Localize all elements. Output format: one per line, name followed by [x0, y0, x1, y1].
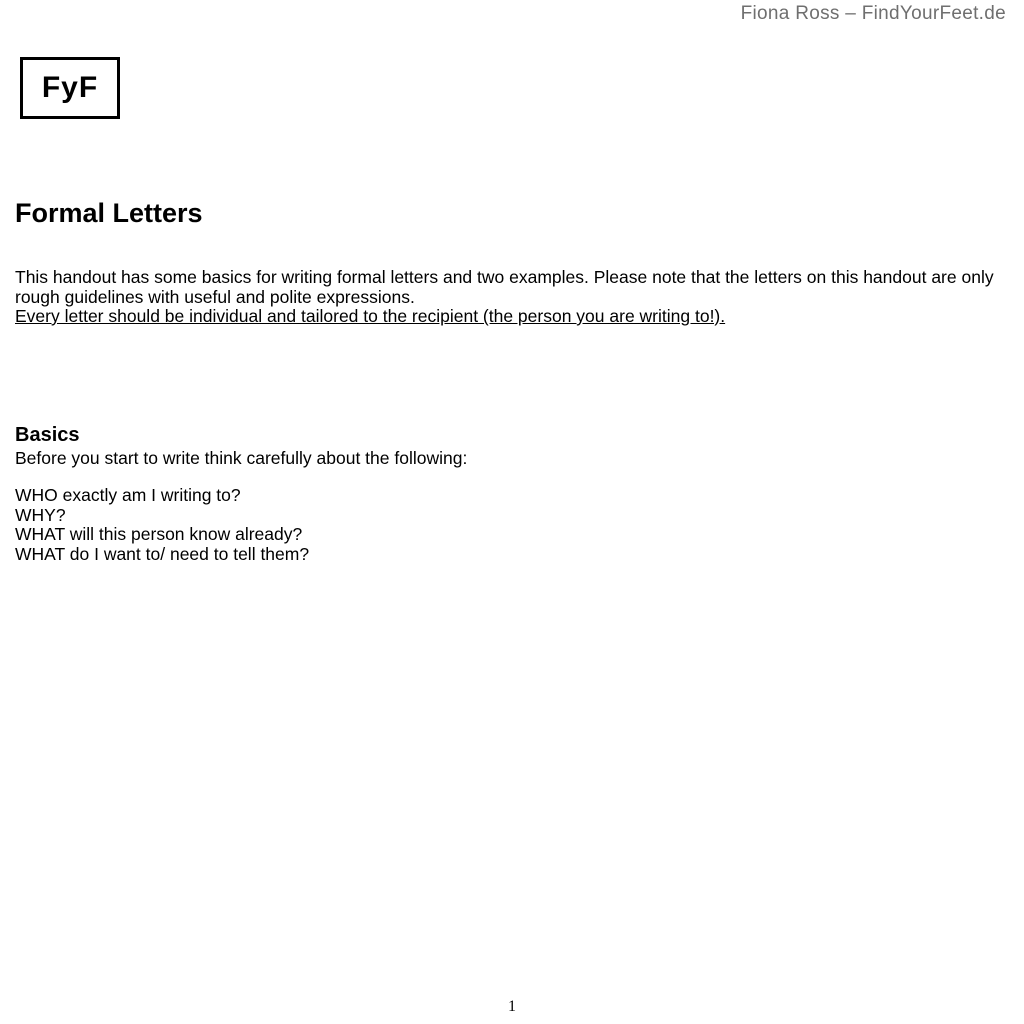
- basics-heading: Basics: [15, 424, 80, 446]
- question-item: WHAT will this person know already?: [15, 524, 303, 544]
- intro-paragraph: [15, 268, 1005, 327]
- running-header: Fiona Ross – FindYourFeet.de: [740, 3, 1006, 24]
- question-item: WHAT do I want to/ need to tell them?: [15, 543, 310, 564]
- page-number: 1: [508, 998, 516, 1015]
- intro-text: This handout has some basics for writing formal letters and two examples. Please note that the letters on this handout are only rough guidelines with useful and polite expressions.: [15, 267, 994, 307]
- document-title: Formal Letters: [15, 198, 203, 228]
- logo-text: FyF: [41, 71, 99, 104]
- basics-lead-text: Before you start to write think carefully about the following:: [15, 448, 468, 468]
- fyf-logo: [20, 57, 120, 119]
- intro-underlined-note: Every letter should be individual and tailored to the recipient (the person you are writing to!).: [15, 306, 726, 326]
- question-list: [15, 486, 309, 564]
- question-item: WHO exactly am I writing to?: [15, 485, 241, 505]
- question-item: WHY?: [15, 504, 66, 525]
